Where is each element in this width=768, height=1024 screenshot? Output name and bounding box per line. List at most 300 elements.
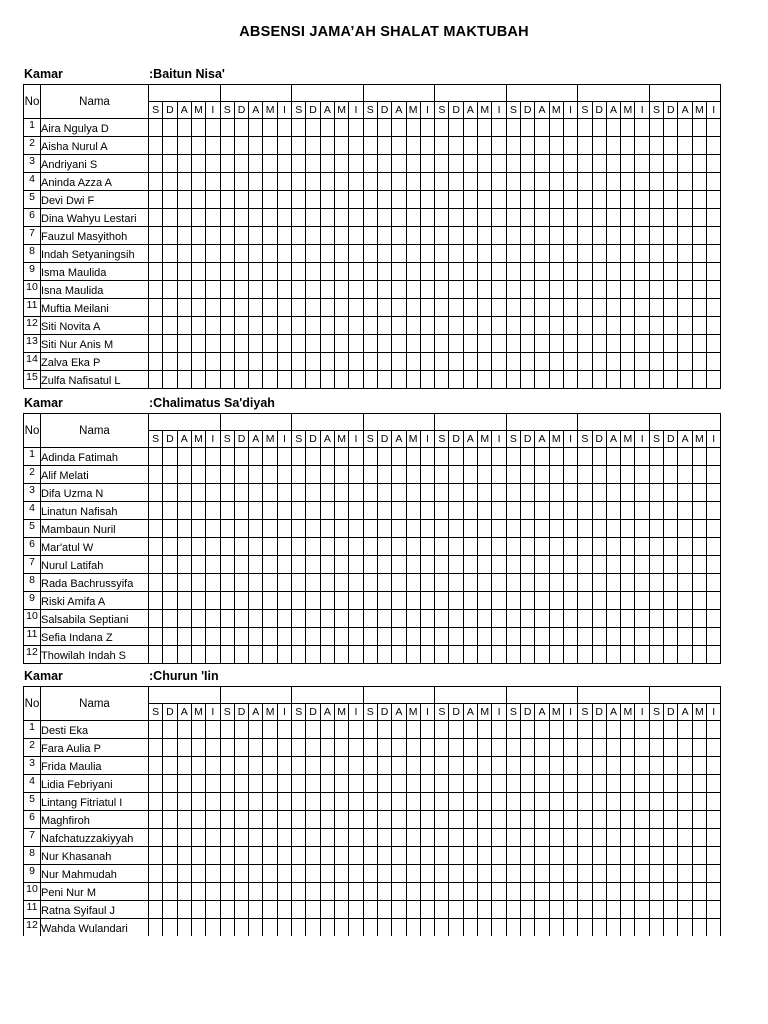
attendance-cell[interactable] — [707, 173, 721, 191]
attendance-cell[interactable] — [163, 227, 177, 245]
attendance-cell[interactable] — [578, 191, 592, 209]
attendance-cell[interactable] — [449, 335, 463, 353]
attendance-cell[interactable] — [263, 811, 277, 829]
attendance-cell[interactable] — [535, 209, 549, 227]
attendance-cell[interactable] — [592, 721, 606, 739]
attendance-cell[interactable] — [320, 335, 334, 353]
attendance-cell[interactable] — [578, 628, 592, 646]
attendance-cell[interactable] — [177, 245, 191, 263]
attendance-cell[interactable] — [306, 245, 320, 263]
attendance-cell[interactable] — [249, 811, 263, 829]
attendance-cell[interactable] — [249, 556, 263, 574]
attendance-cell[interactable] — [521, 281, 535, 299]
attendance-cell[interactable] — [506, 574, 520, 592]
attendance-cell[interactable] — [707, 901, 721, 919]
attendance-cell[interactable] — [606, 883, 620, 901]
attendance-cell[interactable] — [420, 466, 434, 484]
attendance-cell[interactable] — [621, 466, 635, 484]
attendance-cell[interactable] — [692, 811, 706, 829]
attendance-cell[interactable] — [306, 119, 320, 137]
attendance-cell[interactable] — [177, 520, 191, 538]
attendance-cell[interactable] — [506, 865, 520, 883]
attendance-cell[interactable] — [163, 245, 177, 263]
attendance-cell[interactable] — [635, 793, 649, 811]
attendance-cell[interactable] — [206, 793, 220, 811]
attendance-cell[interactable] — [149, 739, 163, 757]
attendance-cell[interactable] — [435, 919, 449, 937]
attendance-cell[interactable] — [592, 299, 606, 317]
attendance-cell[interactable] — [463, 448, 477, 466]
attendance-cell[interactable] — [163, 520, 177, 538]
attendance-cell[interactable] — [649, 353, 663, 371]
attendance-cell[interactable] — [163, 793, 177, 811]
attendance-cell[interactable] — [249, 317, 263, 335]
attendance-cell[interactable] — [263, 538, 277, 556]
attendance-cell[interactable] — [377, 227, 391, 245]
attendance-cell[interactable] — [149, 883, 163, 901]
attendance-cell[interactable] — [292, 556, 306, 574]
attendance-cell[interactable] — [392, 484, 406, 502]
attendance-cell[interactable] — [177, 646, 191, 664]
attendance-cell[interactable] — [549, 721, 563, 739]
attendance-cell[interactable] — [635, 592, 649, 610]
attendance-cell[interactable] — [420, 191, 434, 209]
attendance-cell[interactable] — [521, 919, 535, 937]
attendance-cell[interactable] — [563, 484, 577, 502]
attendance-cell[interactable] — [435, 245, 449, 263]
attendance-cell[interactable] — [149, 646, 163, 664]
attendance-cell[interactable] — [535, 263, 549, 281]
attendance-cell[interactable] — [478, 574, 492, 592]
attendance-cell[interactable] — [649, 209, 663, 227]
attendance-cell[interactable] — [506, 721, 520, 739]
attendance-cell[interactable] — [492, 119, 506, 137]
attendance-cell[interactable] — [535, 757, 549, 775]
attendance-cell[interactable] — [606, 556, 620, 574]
attendance-cell[interactable] — [692, 119, 706, 137]
attendance-cell[interactable] — [563, 191, 577, 209]
attendance-cell[interactable] — [334, 299, 348, 317]
attendance-cell[interactable] — [621, 209, 635, 227]
attendance-cell[interactable] — [521, 520, 535, 538]
attendance-cell[interactable] — [277, 263, 291, 281]
attendance-cell[interactable] — [234, 829, 248, 847]
attendance-cell[interactable] — [334, 335, 348, 353]
attendance-cell[interactable] — [406, 155, 420, 173]
attendance-cell[interactable] — [249, 721, 263, 739]
attendance-cell[interactable] — [406, 448, 420, 466]
attendance-cell[interactable] — [592, 502, 606, 520]
attendance-cell[interactable] — [249, 137, 263, 155]
attendance-cell[interactable] — [149, 538, 163, 556]
attendance-cell[interactable] — [478, 739, 492, 757]
attendance-cell[interactable] — [277, 574, 291, 592]
attendance-cell[interactable] — [535, 520, 549, 538]
attendance-cell[interactable] — [406, 281, 420, 299]
attendance-cell[interactable] — [263, 191, 277, 209]
attendance-cell[interactable] — [563, 628, 577, 646]
attendance-cell[interactable] — [420, 209, 434, 227]
attendance-cell[interactable] — [664, 281, 678, 299]
attendance-cell[interactable] — [492, 847, 506, 865]
attendance-cell[interactable] — [478, 191, 492, 209]
attendance-cell[interactable] — [420, 592, 434, 610]
attendance-cell[interactable] — [377, 281, 391, 299]
attendance-cell[interactable] — [191, 883, 205, 901]
attendance-cell[interactable] — [191, 865, 205, 883]
attendance-cell[interactable] — [478, 610, 492, 628]
attendance-cell[interactable] — [506, 646, 520, 664]
attendance-cell[interactable] — [277, 919, 291, 937]
attendance-cell[interactable] — [263, 137, 277, 155]
attendance-cell[interactable] — [635, 538, 649, 556]
attendance-cell[interactable] — [363, 281, 377, 299]
attendance-cell[interactable] — [220, 721, 234, 739]
attendance-cell[interactable] — [377, 538, 391, 556]
attendance-cell[interactable] — [292, 883, 306, 901]
attendance-cell[interactable] — [277, 610, 291, 628]
attendance-cell[interactable] — [606, 628, 620, 646]
attendance-cell[interactable] — [492, 484, 506, 502]
attendance-cell[interactable] — [191, 739, 205, 757]
attendance-cell[interactable] — [334, 556, 348, 574]
attendance-cell[interactable] — [707, 793, 721, 811]
attendance-cell[interactable] — [621, 119, 635, 137]
attendance-cell[interactable] — [635, 281, 649, 299]
attendance-cell[interactable] — [420, 245, 434, 263]
attendance-cell[interactable] — [492, 757, 506, 775]
attendance-cell[interactable] — [377, 574, 391, 592]
attendance-cell[interactable] — [349, 829, 363, 847]
attendance-cell[interactable] — [377, 209, 391, 227]
attendance-cell[interactable] — [392, 592, 406, 610]
attendance-cell[interactable] — [678, 448, 692, 466]
attendance-cell[interactable] — [334, 646, 348, 664]
attendance-cell[interactable] — [377, 811, 391, 829]
attendance-cell[interactable] — [578, 721, 592, 739]
attendance-cell[interactable] — [220, 739, 234, 757]
attendance-cell[interactable] — [478, 556, 492, 574]
attendance-cell[interactable] — [592, 119, 606, 137]
attendance-cell[interactable] — [363, 757, 377, 775]
attendance-cell[interactable] — [649, 466, 663, 484]
attendance-cell[interactable] — [392, 227, 406, 245]
attendance-cell[interactable] — [578, 865, 592, 883]
attendance-cell[interactable] — [334, 883, 348, 901]
attendance-cell[interactable] — [535, 484, 549, 502]
attendance-cell[interactable] — [392, 628, 406, 646]
attendance-cell[interactable] — [621, 811, 635, 829]
attendance-cell[interactable] — [678, 191, 692, 209]
attendance-cell[interactable] — [435, 353, 449, 371]
attendance-cell[interactable] — [363, 484, 377, 502]
attendance-cell[interactable] — [163, 574, 177, 592]
attendance-cell[interactable] — [692, 883, 706, 901]
attendance-cell[interactable] — [521, 353, 535, 371]
attendance-cell[interactable] — [435, 502, 449, 520]
attendance-cell[interactable] — [521, 865, 535, 883]
attendance-cell[interactable] — [177, 757, 191, 775]
attendance-cell[interactable] — [578, 353, 592, 371]
attendance-cell[interactable] — [392, 901, 406, 919]
attendance-cell[interactable] — [263, 484, 277, 502]
attendance-cell[interactable] — [463, 757, 477, 775]
attendance-cell[interactable] — [692, 209, 706, 227]
attendance-cell[interactable] — [535, 901, 549, 919]
attendance-cell[interactable] — [606, 263, 620, 281]
attendance-cell[interactable] — [406, 865, 420, 883]
attendance-cell[interactable] — [664, 448, 678, 466]
attendance-cell[interactable] — [578, 538, 592, 556]
attendance-cell[interactable] — [707, 721, 721, 739]
attendance-cell[interactable] — [478, 847, 492, 865]
attendance-cell[interactable] — [306, 281, 320, 299]
attendance-cell[interactable] — [334, 227, 348, 245]
attendance-cell[interactable] — [621, 520, 635, 538]
attendance-cell[interactable] — [406, 484, 420, 502]
attendance-cell[interactable] — [191, 191, 205, 209]
attendance-cell[interactable] — [220, 227, 234, 245]
attendance-cell[interactable] — [563, 448, 577, 466]
attendance-cell[interactable] — [664, 538, 678, 556]
attendance-cell[interactable] — [449, 317, 463, 335]
attendance-cell[interactable] — [349, 811, 363, 829]
attendance-cell[interactable] — [306, 484, 320, 502]
attendance-cell[interactable] — [707, 119, 721, 137]
attendance-cell[interactable] — [277, 484, 291, 502]
attendance-cell[interactable] — [149, 919, 163, 937]
attendance-cell[interactable] — [392, 245, 406, 263]
attendance-cell[interactable] — [692, 901, 706, 919]
attendance-cell[interactable] — [449, 245, 463, 263]
attendance-cell[interactable] — [492, 592, 506, 610]
attendance-cell[interactable] — [549, 466, 563, 484]
attendance-cell[interactable] — [392, 574, 406, 592]
attendance-cell[interactable] — [649, 646, 663, 664]
attendance-cell[interactable] — [149, 520, 163, 538]
attendance-cell[interactable] — [449, 901, 463, 919]
attendance-cell[interactable] — [277, 757, 291, 775]
attendance-cell[interactable] — [478, 155, 492, 173]
attendance-cell[interactable] — [392, 757, 406, 775]
attendance-cell[interactable] — [635, 757, 649, 775]
attendance-cell[interactable] — [506, 775, 520, 793]
attendance-cell[interactable] — [449, 263, 463, 281]
attendance-cell[interactable] — [277, 739, 291, 757]
attendance-cell[interactable] — [249, 484, 263, 502]
attendance-cell[interactable] — [549, 646, 563, 664]
attendance-cell[interactable] — [349, 592, 363, 610]
attendance-cell[interactable] — [435, 281, 449, 299]
attendance-cell[interactable] — [249, 739, 263, 757]
attendance-cell[interactable] — [249, 901, 263, 919]
attendance-cell[interactable] — [320, 155, 334, 173]
attendance-cell[interactable] — [635, 901, 649, 919]
attendance-cell[interactable] — [220, 610, 234, 628]
attendance-cell[interactable] — [492, 610, 506, 628]
attendance-cell[interactable] — [234, 191, 248, 209]
attendance-cell[interactable] — [621, 628, 635, 646]
attendance-cell[interactable] — [149, 173, 163, 191]
attendance-cell[interactable] — [621, 775, 635, 793]
attendance-cell[interactable] — [392, 556, 406, 574]
attendance-cell[interactable] — [549, 137, 563, 155]
attendance-cell[interactable] — [277, 646, 291, 664]
attendance-cell[interactable] — [363, 829, 377, 847]
attendance-cell[interactable] — [292, 371, 306, 389]
attendance-cell[interactable] — [535, 502, 549, 520]
attendance-cell[interactable] — [263, 173, 277, 191]
attendance-cell[interactable] — [578, 520, 592, 538]
attendance-cell[interactable] — [320, 739, 334, 757]
attendance-cell[interactable] — [635, 556, 649, 574]
attendance-cell[interactable] — [449, 466, 463, 484]
attendance-cell[interactable] — [363, 610, 377, 628]
attendance-cell[interactable] — [249, 829, 263, 847]
attendance-cell[interactable] — [420, 829, 434, 847]
attendance-cell[interactable] — [149, 811, 163, 829]
attendance-cell[interactable] — [163, 371, 177, 389]
attendance-cell[interactable] — [692, 538, 706, 556]
attendance-cell[interactable] — [292, 574, 306, 592]
attendance-cell[interactable] — [463, 317, 477, 335]
attendance-cell[interactable] — [707, 335, 721, 353]
attendance-cell[interactable] — [191, 829, 205, 847]
attendance-cell[interactable] — [592, 628, 606, 646]
attendance-cell[interactable] — [521, 775, 535, 793]
attendance-cell[interactable] — [349, 335, 363, 353]
attendance-cell[interactable] — [249, 646, 263, 664]
attendance-cell[interactable] — [277, 901, 291, 919]
attendance-cell[interactable] — [664, 502, 678, 520]
attendance-cell[interactable] — [377, 610, 391, 628]
attendance-cell[interactable] — [149, 592, 163, 610]
attendance-cell[interactable] — [392, 721, 406, 739]
attendance-cell[interactable] — [334, 484, 348, 502]
attendance-cell[interactable] — [191, 592, 205, 610]
attendance-cell[interactable] — [177, 793, 191, 811]
attendance-cell[interactable] — [492, 793, 506, 811]
attendance-cell[interactable] — [463, 538, 477, 556]
attendance-cell[interactable] — [664, 155, 678, 173]
attendance-cell[interactable] — [678, 119, 692, 137]
attendance-cell[interactable] — [392, 775, 406, 793]
attendance-cell[interactable] — [306, 847, 320, 865]
attendance-cell[interactable] — [149, 191, 163, 209]
attendance-cell[interactable] — [506, 484, 520, 502]
attendance-cell[interactable] — [535, 646, 549, 664]
attendance-cell[interactable] — [234, 245, 248, 263]
attendance-cell[interactable] — [363, 227, 377, 245]
attendance-cell[interactable] — [435, 865, 449, 883]
attendance-cell[interactable] — [492, 520, 506, 538]
attendance-cell[interactable] — [306, 173, 320, 191]
attendance-cell[interactable] — [220, 299, 234, 317]
attendance-cell[interactable] — [377, 371, 391, 389]
attendance-cell[interactable] — [234, 371, 248, 389]
attendance-cell[interactable] — [220, 628, 234, 646]
attendance-cell[interactable] — [363, 353, 377, 371]
attendance-cell[interactable] — [506, 317, 520, 335]
attendance-cell[interactable] — [492, 829, 506, 847]
attendance-cell[interactable] — [363, 299, 377, 317]
attendance-cell[interactable] — [306, 901, 320, 919]
attendance-cell[interactable] — [406, 119, 420, 137]
attendance-cell[interactable] — [463, 901, 477, 919]
attendance-cell[interactable] — [549, 448, 563, 466]
attendance-cell[interactable] — [707, 371, 721, 389]
attendance-cell[interactable] — [549, 628, 563, 646]
attendance-cell[interactable] — [349, 775, 363, 793]
attendance-cell[interactable] — [277, 353, 291, 371]
attendance-cell[interactable] — [177, 335, 191, 353]
attendance-cell[interactable] — [649, 829, 663, 847]
attendance-cell[interactable] — [463, 811, 477, 829]
attendance-cell[interactable] — [177, 829, 191, 847]
attendance-cell[interactable] — [549, 829, 563, 847]
attendance-cell[interactable] — [177, 209, 191, 227]
attendance-cell[interactable] — [377, 317, 391, 335]
attendance-cell[interactable] — [206, 721, 220, 739]
attendance-cell[interactable] — [249, 574, 263, 592]
attendance-cell[interactable] — [635, 245, 649, 263]
attendance-cell[interactable] — [492, 919, 506, 937]
attendance-cell[interactable] — [263, 119, 277, 137]
attendance-cell[interactable] — [392, 919, 406, 937]
attendance-cell[interactable] — [649, 155, 663, 173]
attendance-cell[interactable] — [349, 757, 363, 775]
attendance-cell[interactable] — [592, 227, 606, 245]
attendance-cell[interactable] — [506, 155, 520, 173]
attendance-cell[interactable] — [506, 520, 520, 538]
attendance-cell[interactable] — [549, 811, 563, 829]
attendance-cell[interactable] — [234, 466, 248, 484]
attendance-cell[interactable] — [521, 883, 535, 901]
attendance-cell[interactable] — [664, 335, 678, 353]
attendance-cell[interactable] — [521, 448, 535, 466]
attendance-cell[interactable] — [535, 119, 549, 137]
attendance-cell[interactable] — [320, 919, 334, 937]
attendance-cell[interactable] — [435, 191, 449, 209]
attendance-cell[interactable] — [191, 520, 205, 538]
attendance-cell[interactable] — [563, 173, 577, 191]
attendance-cell[interactable] — [234, 646, 248, 664]
attendance-cell[interactable] — [220, 883, 234, 901]
attendance-cell[interactable] — [692, 137, 706, 155]
attendance-cell[interactable] — [678, 245, 692, 263]
attendance-cell[interactable] — [606, 227, 620, 245]
attendance-cell[interactable] — [406, 137, 420, 155]
attendance-cell[interactable] — [377, 335, 391, 353]
attendance-cell[interactable] — [306, 520, 320, 538]
attendance-cell[interactable] — [606, 466, 620, 484]
attendance-cell[interactable] — [406, 901, 420, 919]
attendance-cell[interactable] — [678, 484, 692, 502]
attendance-cell[interactable] — [621, 484, 635, 502]
attendance-cell[interactable] — [191, 353, 205, 371]
attendance-cell[interactable] — [435, 901, 449, 919]
attendance-cell[interactable] — [463, 556, 477, 574]
attendance-cell[interactable] — [478, 119, 492, 137]
attendance-cell[interactable] — [292, 757, 306, 775]
attendance-cell[interactable] — [420, 538, 434, 556]
attendance-cell[interactable] — [420, 556, 434, 574]
attendance-cell[interactable] — [306, 883, 320, 901]
attendance-cell[interactable] — [292, 775, 306, 793]
attendance-cell[interactable] — [234, 739, 248, 757]
attendance-cell[interactable] — [292, 191, 306, 209]
attendance-cell[interactable] — [292, 448, 306, 466]
